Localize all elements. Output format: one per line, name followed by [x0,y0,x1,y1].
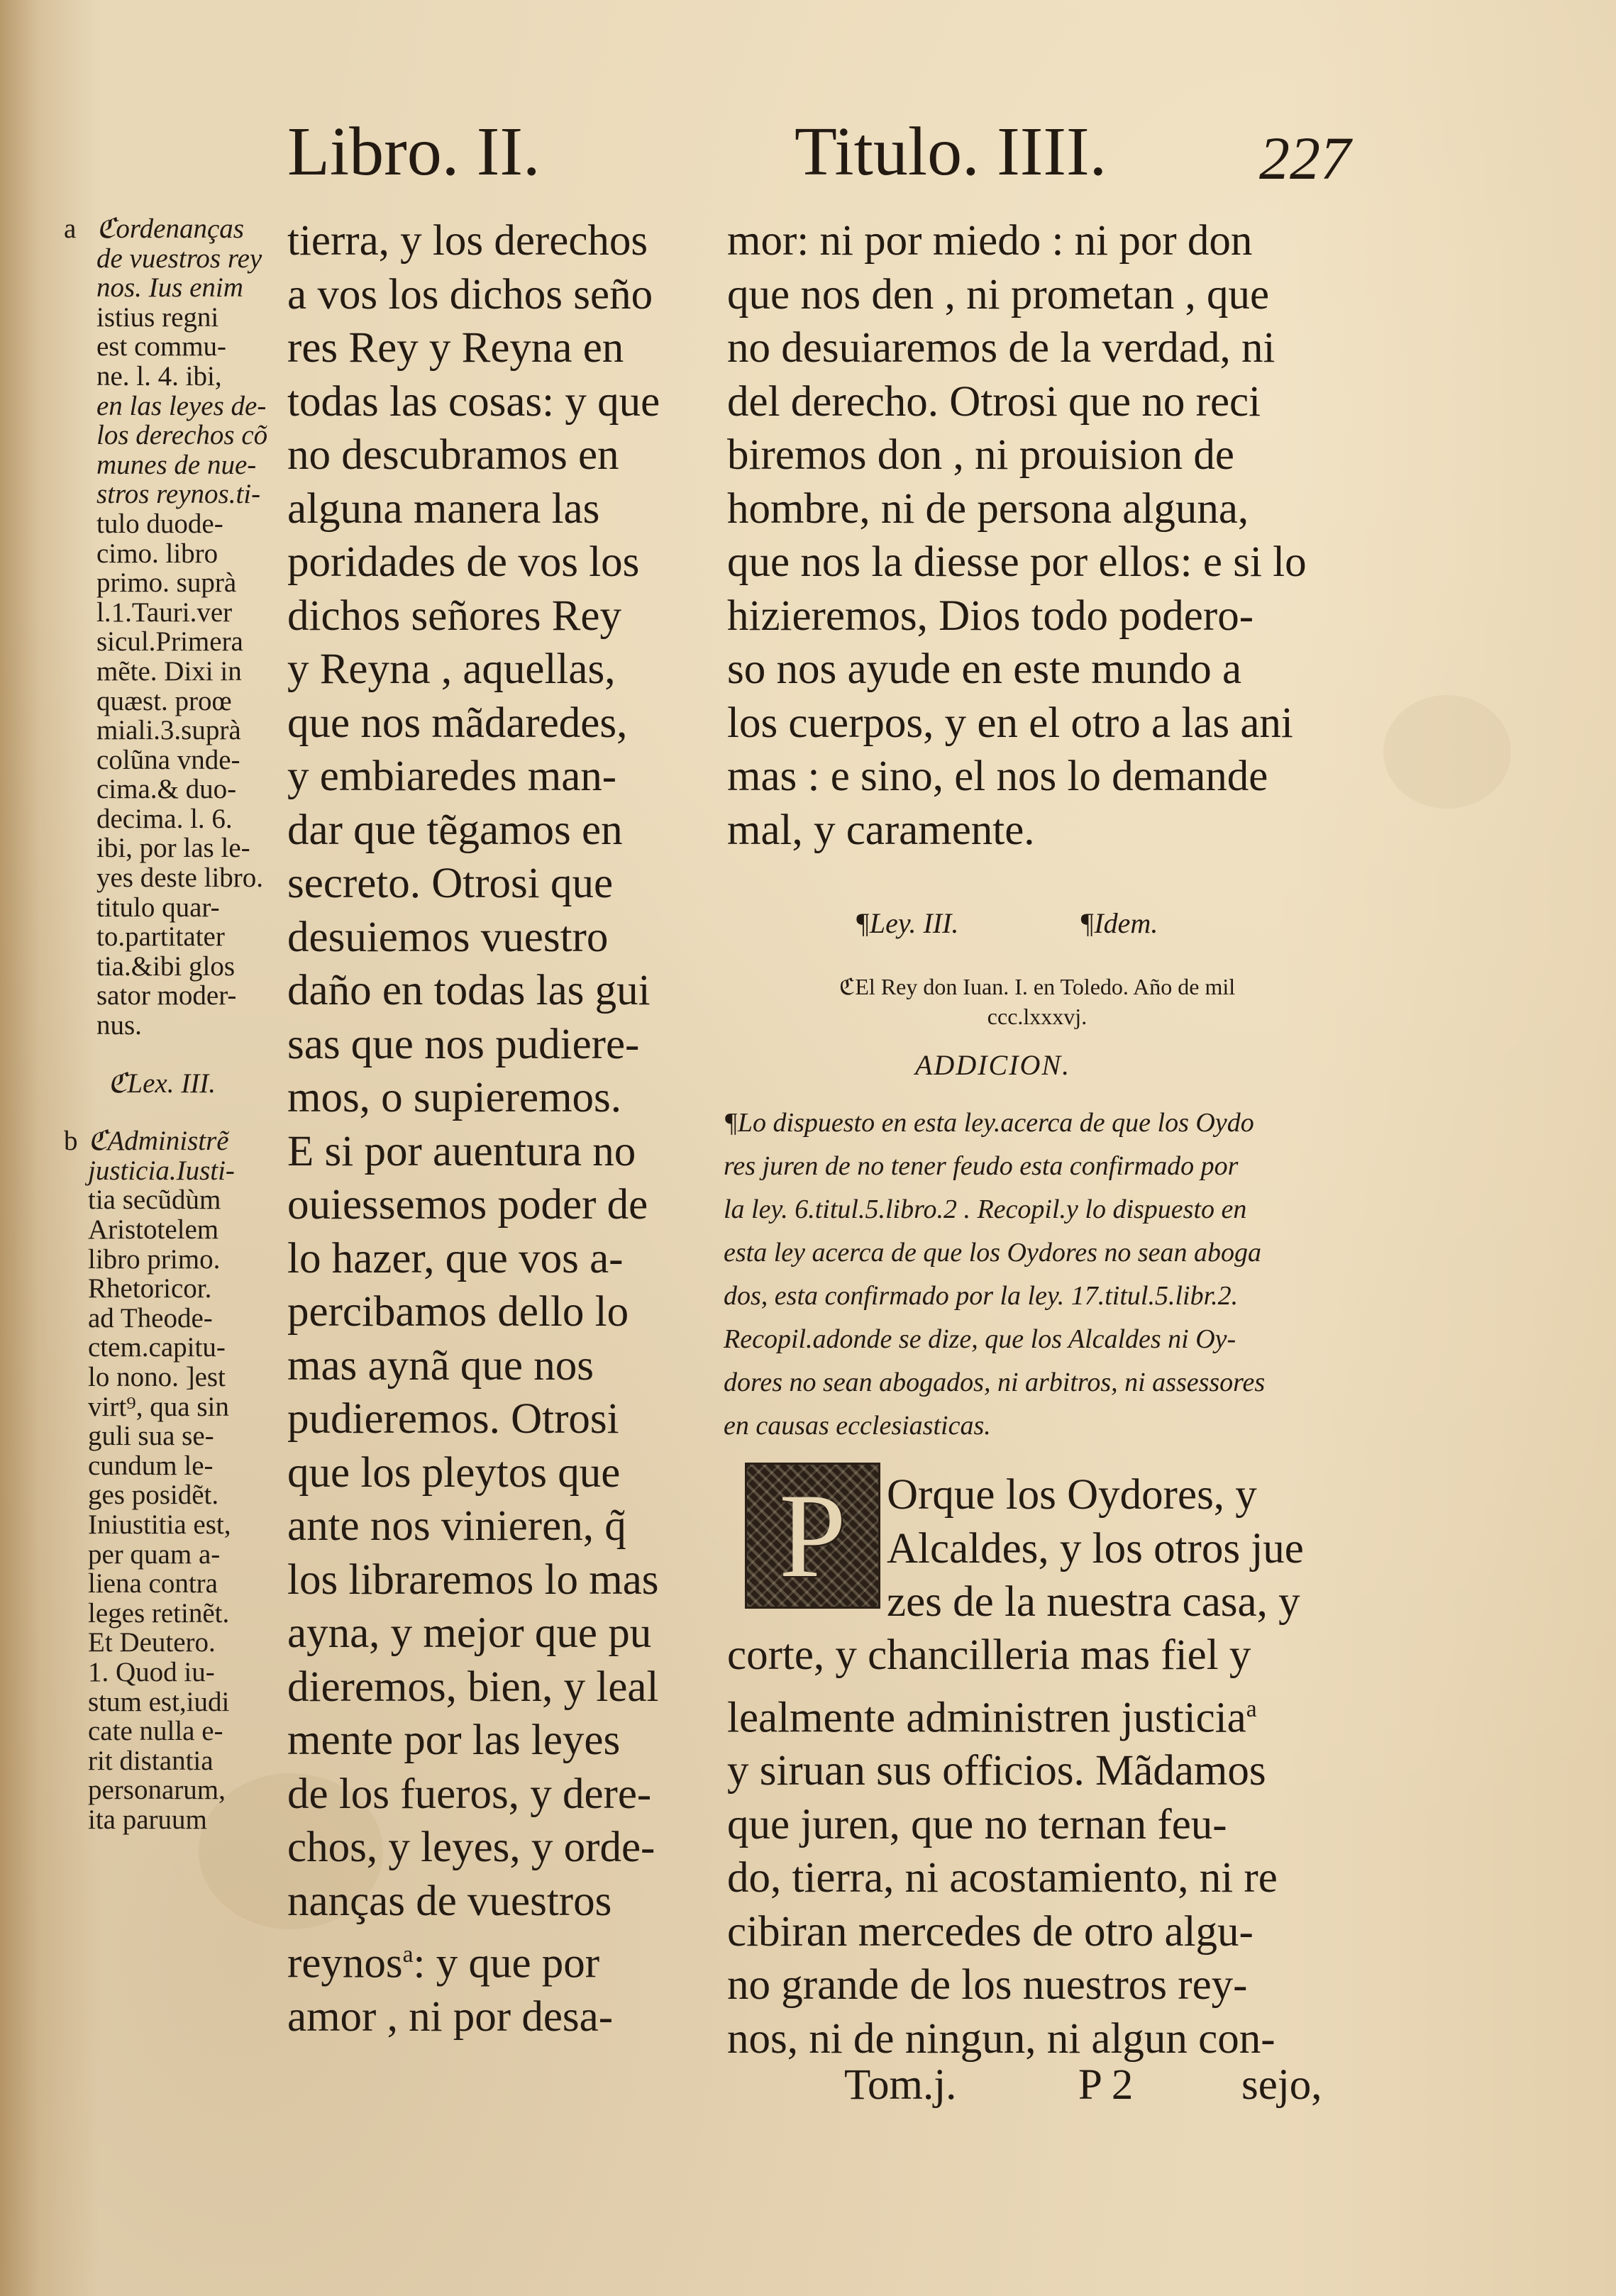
note-lex-label: ℭLex. III. [108,1067,216,1099]
text-line: E si por auentura no [287,1127,636,1175]
text-column-right-top [727,214,1351,857]
text-line: percibamos dello lo [287,1288,629,1336]
text-line: los cuerpos, y en el otro a las ani [727,699,1293,747]
note-mark-b: b [64,1126,78,1157]
text-line: corte, y chancilleria mas fiel y [727,1631,1251,1679]
margin-note-line: de vuestros rey [96,243,262,274]
note-mark-a: a [64,213,77,244]
margin-note-line: tia.&ibi glos [96,950,235,982]
text-line: que nos mãdaredes, [287,699,628,747]
margin-note-line: cimo. libro [96,538,218,569]
margin-note-line: titulo quar- [96,892,220,923]
footnote-ref-a: a [1246,1695,1257,1722]
margin-note-line: yes deste libro. [96,863,264,894]
source-line: ℭEl Rey don Iuan. I. en Toledo. Año de mil [839,974,1236,999]
text-line: que nos la diesse por ellos: e si lo [727,538,1307,586]
margin-note-line: personarum, [88,1775,226,1806]
text-line: biremos don , ni prouision de [727,431,1234,479]
addicion-line: dores no sean abogados, ni arbitros, ni assessores [724,1368,1266,1397]
addicion-line: esta ley acerca de que los Oydores no sean aboga [724,1238,1262,1268]
addicion-body [724,1102,1362,1448]
margin-note-line: istius regni [96,301,219,333]
margin-note-line: justicia.Iusti- [88,1155,235,1186]
margin-note-line: liena contra [88,1568,218,1599]
text-line: los libraremos lo mas [287,1555,659,1604]
initial-letter: P [779,1469,846,1602]
text-line [727,1682,1351,1745]
addicion-title: ADDICION. [915,1049,1071,1081]
margin-note-line: ibi, por las le- [96,833,250,864]
margin-note-line: en las leyes de- [96,390,267,421]
running-head-title: Titulo. IIII. [795,113,1107,190]
text-line: alguna manera las [287,484,600,533]
margin-note-line: colũna vnde- [96,744,240,775]
text-line: hombre, ni de persona alguna, [727,484,1249,533]
margin-note-line: to.partitater [96,921,225,953]
text-line: dieremos, bien, y leal [287,1663,659,1711]
text-line: res Rey y Reyna en [287,324,624,372]
text-line-head: lealmente administren justicia [727,1693,1246,1741]
text-line-head: reynos [287,1939,403,1987]
margin-note-line: cundum le- [88,1450,214,1481]
margin-note-line: ne. l. 4. ibi, [96,360,222,392]
text-line: secreto. Otrosi que [287,860,614,907]
margin-note-line: virt⁹, qua sin [88,1391,229,1422]
text-line: mos, o supieremos. [287,1074,622,1121]
margin-note-line: libro primo. [88,1243,221,1275]
text-line: que juren, que no ternan feu- [727,1800,1227,1848]
text-line: no descubramos en [287,431,619,479]
text-line: que los pleytos que [287,1448,621,1497]
text-line: ante nos vinieren, q̃ [287,1502,626,1550]
margin-note-line: cate nulla e- [88,1716,223,1747]
text-line: amor , ni por desa- [287,1992,614,2041]
margin-note-line: stum est,iudi [88,1686,230,1717]
margin-note-line: decima. l. 6. [96,803,233,834]
text-line: y Reyna , aquellas, [287,645,616,693]
text-line: todas las cosas: y que [287,377,660,426]
text-line: nos, ni de ningun, ni algun con- [727,2014,1275,2063]
text-line: daño en todas las gui [287,967,651,1014]
margin-note-line: los derechos cõ [96,420,268,451]
text-line: que nos den , ni prometan , que [727,270,1270,318]
margin-note-line: quæst. proœ [96,685,232,716]
text-line: Alcaldes, y los otros jue [887,1524,1304,1573]
text-line: y siruan sus officios. Mãdamos [727,1747,1266,1795]
running-head-book: Libro. II. [287,113,541,190]
text-line: zes de la nuestra casa, y [887,1578,1300,1626]
text-line: lo hazer, que vos a- [287,1234,624,1282]
margin-note-line: tia secũdùm [88,1185,221,1216]
text-line: tierra, y los derechos [287,217,648,265]
text-line: ouiessemos poder de [287,1181,648,1229]
text-line: no grande de los nuestros rey- [727,1961,1248,2009]
source-line: ccc.lxxxvj. [987,1004,1088,1029]
margin-note-line: munes de nue- [96,449,257,480]
text-line: pudieremos. Otrosi [287,1395,619,1443]
text-line: dar que tẽgamos en [287,806,623,854]
text-column-middle [287,214,685,2043]
margin-note-line: leges retinẽt. [88,1597,230,1629]
margin-note-line: est commu- [96,331,227,362]
note-b [65,1126,257,1834]
text-line: Orque los Oydores, y [887,1471,1257,1519]
text-line: so nos ayude en este mundo a [727,645,1242,693]
ley-idem: ¶Idem. [1079,907,1158,939]
ley-number: ¶Ley. III. [855,907,959,939]
text-line: hizieremos, Dios todo podero- [727,592,1254,640]
text-line: no desuiaremos de la verdad, ni [727,324,1275,372]
text-line: poridades de vos los [287,538,640,586]
ley-heading [855,906,1158,940]
margin-note-line: rit distantia [88,1745,214,1776]
signature-mark: P 2 [1078,2061,1134,2109]
margin-note-line: ges posidẽt. [88,1480,219,1511]
text-line: chos, y leyes, y orde- [287,1824,655,1871]
margin-note-line: primo. suprà [96,567,237,599]
text-line: nanças de vuestros [287,1877,612,1925]
volume-mark: Tom.j. [844,2061,957,2109]
margin-note-line: stros reynos.ti- [96,479,261,510]
text-line: de los fueros, y dere- [287,1770,652,1818]
decorated-initial [745,1463,880,1609]
margin-note-line: Et Deutero. [88,1627,216,1658]
text-line: dichos señores Rey [287,592,621,640]
text-line: do, tierra, ni acostamiento, ni re [727,1854,1278,1902]
text-line: mas : e sino, el nos lo demande [727,753,1268,800]
footnote-ref-a: a [402,1941,414,1968]
margin-note-line: 1. Quod iu- [88,1656,215,1687]
text-line: desuiemos vuestro [287,913,609,961]
text-right-indented [887,1468,1348,1629]
margin-note-line: sator moder- [96,980,237,1011]
text-column-right-bottom [727,1629,1351,2065]
text-line: sas que nos pudiere- [287,1020,640,1068]
catchword: sejo, [1241,2061,1322,2109]
addicion-line: ¶Lo dispuesto en esta ley.acerca de que los Oydo [724,1108,1254,1138]
margin-note-line: nos. Ius enim [96,272,243,304]
margin-note-line: Rhetoricor. [88,1273,212,1304]
text-line-tail: : y que por [413,1939,600,1987]
margin-note-line: nus. [96,1010,142,1041]
addicion-line: Recopil.adonde se dize, que los Alcaldes ni Oy- [724,1324,1236,1354]
addicion-line: en causas ecclesiasticas. [724,1411,991,1441]
text-line: ayna, y mejor que pu [287,1609,652,1657]
page-number: 227 [1259,124,1351,192]
source-attribution [789,972,1285,1031]
text-line: y embiaredes man- [287,753,617,800]
margin-note-line: ad Theode- [88,1302,213,1333]
addicion-line: res juren de no tener feudo esta confirmado por [724,1151,1239,1181]
text-line: mal, y caramente. [727,806,1035,854]
text-line: mor: ni por miedo : ni por don [727,217,1253,265]
margin-notes [64,213,268,1835]
addicion-line: dos, esta confirmado por la ley. 17.titul.5.libr.2. [724,1281,1239,1311]
text-line: del derecho. Otrosi que no reci [727,377,1261,426]
paper-stain [1383,695,1511,809]
margin-note-line: ita paruum [88,1804,207,1835]
text-line: mente por las leyes [287,1717,621,1764]
margin-note-line: cima.& duo- [96,774,237,805]
margin-note-line: guli sua se- [88,1421,214,1452]
margin-note-line: Iniustitia est, [88,1509,231,1540]
margin-note-line: miali.3.suprà [96,715,241,746]
margin-note-line: tulo duode- [96,508,223,539]
note-a [65,213,268,1041]
addicion-line: la ley. 6.titul.5.libro.2 . Recopil.y lo dispuesto en [724,1194,1247,1224]
margin-note-line: per quam a- [88,1538,221,1570]
margin-note-line: mẽte. Dixi in [96,655,242,687]
margin-note-line: l.1.Tauri.ver [96,597,233,628]
text-line: a vos los dichos seño [287,270,653,318]
margin-note-line: lo nono. ]est [88,1361,226,1392]
text-line: cibiran mercedes de otro algu- [727,1907,1253,1956]
margin-note-line: sicul.Primera [96,626,243,658]
margin-note-line: ctem.capitu- [88,1332,226,1363]
margin-note-line: ℭAdministrẽ [88,1126,229,1157]
text-line: mas aynã que nos [287,1341,594,1390]
text-line [287,1928,685,1990]
margin-note-line: Aristotelem [88,1214,219,1245]
margin-note-line: ℭordenanças [96,213,244,244]
